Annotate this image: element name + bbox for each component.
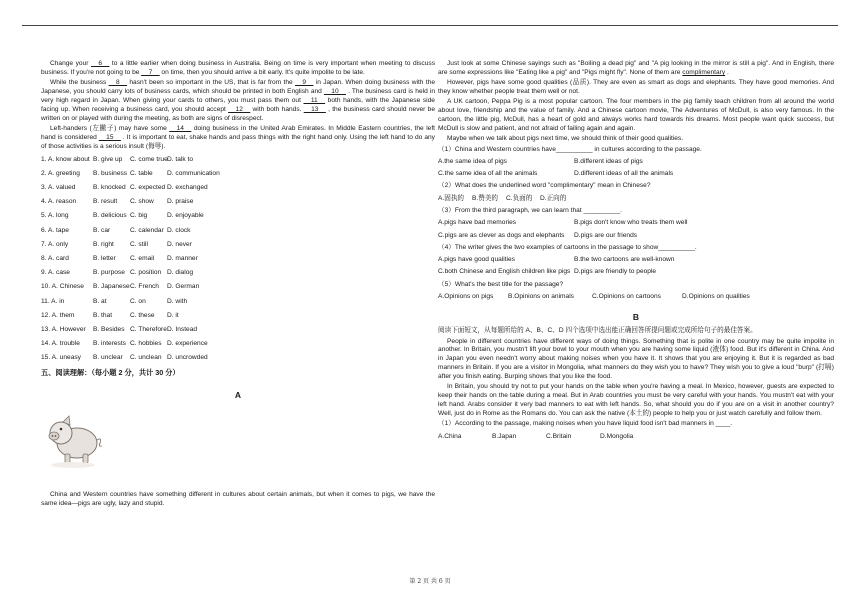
answer-option[interactable]: B.赞美的 — [472, 194, 499, 202]
option-row-12 — [41, 309, 435, 323]
option-b: B. unclear — [93, 354, 123, 362]
option-d: D. enjoyable — [167, 212, 204, 220]
answer-option[interactable]: A.pigs have bad memories — [438, 219, 517, 227]
cloze-paragraph-1 — [41, 60, 435, 78]
option-c: C. position — [130, 269, 162, 277]
option-d: D. experience — [167, 340, 208, 348]
option-a: 8. A. card — [41, 255, 69, 263]
answer-option[interactable]: C.the same idea of all the animals — [438, 170, 538, 178]
cloze-text: hasn't been so important in the US, that is far from the — [129, 79, 296, 87]
passage-a-paragraph-1 — [438, 60, 834, 78]
option-d: D. German — [167, 283, 200, 291]
cloze-text: to a little earlier when doing business in Australia. Being on time is very important when meeting to discuss business. If you're not going to be — [41, 60, 435, 76]
option-a: 9. A. case — [41, 269, 70, 277]
option-a: 4. A. reason — [41, 198, 77, 206]
option-row-10 — [41, 281, 435, 295]
answer-option[interactable]: A.pigs have good qualities — [438, 256, 515, 264]
option-b: B. result — [93, 198, 118, 206]
answer-option[interactable]: D.Mongolia — [600, 432, 634, 440]
answer-option[interactable]: A.固执的 — [438, 194, 465, 202]
right-column — [438, 60, 834, 445]
cloze-text: both hands, with the Japanese side facing up. When receiving a business card, you should accept — [41, 96, 435, 113]
pig-image — [43, 407, 107, 471]
cloze-text: in Japan. When doing business with the Japanese, you should carry lots of business cards, which should be printed in both English and — [41, 79, 435, 96]
answer-option[interactable]: C.Opinions on cartoons — [592, 292, 661, 300]
option-d: D. dialog — [167, 269, 194, 277]
option-row-1 — [41, 153, 435, 167]
answer-option[interactable]: A.the same idea of pigs — [438, 157, 507, 165]
answer-option[interactable]: C.both Chinese and English children like pigs — [438, 268, 571, 276]
passage-b-question-1-options — [438, 433, 834, 442]
option-a: 1. A. know about — [41, 155, 90, 163]
option-row-2 — [41, 167, 435, 181]
passage-a-text: Just look at some Chinese sayings such as "Boiling a dead pig" and "A pig looking in the mirror is still a pig". And in English, there are some expressions like "Eating like a pig" and "Pigs might fly". None of them are — [438, 60, 834, 76]
question-5-options — [438, 293, 834, 302]
option-a: 13. A. However — [41, 325, 86, 333]
question-4-options — [438, 256, 834, 265]
answer-option[interactable]: D.正向的 — [540, 194, 567, 202]
option-c: C. French — [130, 283, 159, 291]
passage-a-questions — [438, 146, 834, 302]
answer-option[interactable]: A.China — [438, 432, 462, 440]
option-row-5 — [41, 210, 435, 224]
option-d: D. exchanged — [167, 184, 208, 192]
option-a: 14. A. trouble — [41, 340, 80, 348]
option-d: D. never — [167, 240, 192, 248]
option-a: 5. A. long — [41, 212, 69, 220]
option-a: 15. A. uneasy — [41, 354, 81, 362]
option-b: B. knocked — [93, 184, 126, 192]
option-b: B. right — [93, 240, 114, 248]
page-number: 第 2 页 共 6 页 — [409, 578, 451, 585]
option-d: D. Instead — [167, 325, 198, 333]
answer-option[interactable]: A.Opinions on pigs — [438, 292, 494, 300]
option-row-15 — [41, 352, 435, 366]
option-d: D. manner — [167, 255, 198, 263]
cloze-text: . The business card is held in very high regard in Japan. When giving your cards to others, you must pass them out — [41, 88, 435, 104]
option-d: D. communication — [167, 169, 220, 177]
cloze-text: on time, then you should arrive a bit early. It's quite impolite to be late. — [161, 68, 365, 76]
passage-b-question-1: （1）According to the passage, making noises when you have liquid food isn't bad manners in ____. — [438, 420, 733, 428]
option-row-11 — [41, 295, 435, 309]
option-row-3 — [41, 181, 435, 195]
question-1-options — [438, 158, 834, 167]
option-c: C. on — [130, 297, 146, 305]
option-c: C. Therefore — [130, 325, 167, 333]
cloze-blank: __9__ — [295, 79, 314, 87]
answer-option[interactable]: B.Japan — [492, 432, 517, 440]
cloze-blank: __8__ — [108, 79, 128, 87]
answer-option[interactable]: D.Opinions on qualities — [682, 292, 750, 300]
answer-option[interactable]: B.pigs don't know who treats them well — [574, 219, 688, 227]
option-b: B. that — [93, 311, 113, 319]
section-title: 五、阅读理解：（每小题 2 分，共计 30 分） — [41, 367, 180, 377]
option-a: 11. A. in — [41, 297, 65, 305]
question-2-options — [438, 195, 834, 204]
question-3-options — [438, 219, 834, 228]
answer-option[interactable]: B.different ideas of pigs — [574, 157, 643, 165]
question-2: （2）What does the underlined word "complimentary" mean in Chinese? — [438, 182, 651, 190]
answer-option[interactable]: C.负面的 — [506, 194, 533, 202]
question-3-options — [438, 232, 834, 241]
cloze-blank: __12__ — [228, 105, 251, 113]
cloze-text: with both hands. — [252, 105, 304, 113]
cloze-text: Change your — [50, 60, 91, 67]
option-c: C. calendar — [130, 226, 164, 234]
cloze-blank: __14__ — [169, 125, 192, 133]
passage-b-label: B — [632, 311, 640, 322]
cloze-text: . It is important to eat, shake hands and pass things with the right hand only. Using the left hand to do any of those activities is a serious insult (侮辱). — [41, 133, 435, 150]
option-d: D. with — [167, 297, 188, 305]
cloze-text: Left-handers (左撇子) may have some — [50, 125, 170, 133]
option-row-14 — [41, 338, 435, 352]
option-d: D. uncrowded — [167, 354, 208, 362]
option-b: B. Japanese — [93, 283, 130, 291]
answer-option[interactable]: B.Opinions on animals — [508, 292, 574, 300]
option-d: D. talk to — [167, 155, 194, 163]
cloze-blank: __11__ — [303, 96, 326, 104]
question-3: （3）From the third paragraph, we can learn that __________. — [438, 206, 623, 214]
option-d: D. it — [167, 311, 179, 319]
cloze-passage — [41, 60, 435, 152]
option-b: B. purpose — [93, 269, 125, 277]
passage-a-intro: China and Western countries have something different in cultures about certain animals, but when it comes to pigs, we have the same idea—pigs are ugly, lazy and stupid. — [41, 491, 435, 507]
cloze-paragraph-3 — [41, 125, 435, 152]
option-b: B. at — [93, 297, 107, 305]
answer-option[interactable]: C.Britain — [546, 432, 572, 440]
passage-a-text: . — [727, 68, 729, 76]
option-b: B. business — [93, 169, 128, 177]
option-row-13 — [41, 323, 435, 337]
option-a: 10. A. Chinese — [41, 283, 84, 291]
question-1-options — [438, 170, 834, 179]
option-a: 6. A. tape — [41, 226, 69, 234]
passage-a-label: A — [234, 389, 242, 400]
cloze-options — [41, 153, 435, 366]
cloze-blank: __7__ — [141, 68, 160, 76]
passage-b-instruction: 阅读下面短文，从每题所给的 A、B、C、D 四个选项中选出能正确回答所提问题或完成所给句子的最佳答案。 — [438, 327, 757, 335]
option-c: C. hobbies — [130, 340, 162, 348]
question-4: （4）The writer gives the two examples of cartoons in the passage to show__________. — [438, 243, 697, 251]
answer-option[interactable]: D.pigs are our friends — [574, 231, 638, 239]
question-1: （1）China and Western countries have__________ in cultures according to the passage. — [438, 145, 702, 153]
answer-option[interactable]: C.pigs are as clever as dogs and elephants — [438, 231, 565, 239]
passage-b-paragraph-2: In Britain, you should try not to put your hands on the table when you're having a meal. In Mexico, however, guests are expected to keep their hands on the table during a meal. But in Arab countries you must be very careful with your hands. You mustn't eat with your left hand. Arabs consider it very bad manners to eat with left hands. So, what should you do if you are on a visit in another country? Well, just do in Rome as the Romans do. You can ask the native (本土的) people to help you or just watch carefully and follow them. — [438, 383, 834, 418]
option-row-4 — [41, 196, 435, 210]
question-5: （5）What's the best title for the passage? — [438, 280, 564, 288]
option-c: C. big — [130, 212, 148, 220]
option-b: B. delicious — [93, 212, 127, 220]
option-row-8 — [41, 252, 435, 266]
answer-option[interactable]: B.the two cartoons are well-known — [574, 256, 675, 264]
cloze-blank: __6__ — [91, 60, 110, 67]
option-c: C. expected — [130, 184, 166, 192]
option-c: C. table — [130, 169, 153, 177]
option-a: 2. A. greeting — [41, 169, 80, 177]
option-d: D. clock — [167, 226, 191, 234]
option-b: B. interests — [93, 340, 126, 348]
option-c: C. these — [130, 311, 155, 319]
answer-option[interactable]: D.pigs are friendly to people — [574, 268, 657, 276]
cloze-blank: __10__ — [323, 88, 346, 96]
left-column — [41, 60, 435, 510]
option-a: 7. A. only — [41, 240, 69, 248]
passage-a-paragraph-3: A UK cartoon, Peppa Pig is a most popular cartoon. The four members in the pig family teach children from all around the world about love, friendship and the value of family. And a Chinese cartoon movie, The Adventures of McDull, is also very famous. In the cartoon, the little pig, McDull, has a heart of gold and always works hard towards his dreams. Most people want quick success, but McDull is slow and patient, and not afraid of failing again and again. — [438, 98, 834, 133]
option-c: C. unclean — [130, 354, 162, 362]
header-rule — [22, 25, 838, 26]
option-a: 12. A. them — [41, 311, 75, 319]
option-c: C. still — [130, 240, 148, 248]
cloze-text: , the business card should never be written on or played with during the meeting, as both are signs of disrespect. — [41, 105, 435, 122]
option-c: C. come true — [130, 155, 168, 163]
passage-a-paragraph-4: Maybe when we talk about pigs next time, we should think of their good qualities. — [447, 135, 684, 143]
option-b: B. Besides — [93, 325, 125, 333]
passage-a-blank: complimentary — [682, 68, 726, 76]
pig-illustration — [43, 407, 107, 471]
cloze-text: doing business in the United Arab Emirates. In Middle Eastern countries, the left hand is considered — [41, 125, 436, 141]
option-row-9 — [41, 267, 435, 281]
cloze-text: While the business — [50, 79, 109, 87]
option-b: B. letter — [93, 255, 116, 263]
option-c: C. show — [130, 198, 154, 206]
cloze-blank: __13__ — [303, 105, 326, 113]
passage-b-paragraph-1: People in different countries have different ways of doing things. Something that is polite in one country may be quite impolite in another. In Britain, you mustn't lift your bowl to your mouth when you are having some liquid (液体) food. But it's different in China. And in Japan you even needn't worry about making noises when you have it. It shows that you are enjoying it. But it is regarded as bad manners in Britain. If you are a visitor in Mongolia, what manners do they wish you to have? They wish you to give a loud "burp" (打嗝) after you finish eating. Burping shows that you like the food. — [438, 337, 834, 381]
answer-option[interactable]: D.different ideas of all the animals — [574, 170, 674, 178]
cloze-blank: __15__ — [98, 133, 121, 141]
option-row-7 — [41, 238, 435, 252]
option-a: 3. A. valued — [41, 184, 76, 192]
passage-a-paragraph-2: However, pigs have some good qualities (品质). They are even as smart as dogs and elephants. They have good memories. And they know whether people treat them well or not. — [438, 79, 834, 96]
option-c: C. email — [130, 255, 155, 263]
option-d: D. praise — [167, 198, 194, 206]
option-row-6 — [41, 224, 435, 238]
cloze-paragraph-2 — [41, 79, 435, 123]
question-4-options — [438, 268, 834, 277]
option-b: B. car — [93, 226, 111, 234]
option-b: B. give up — [93, 155, 123, 163]
